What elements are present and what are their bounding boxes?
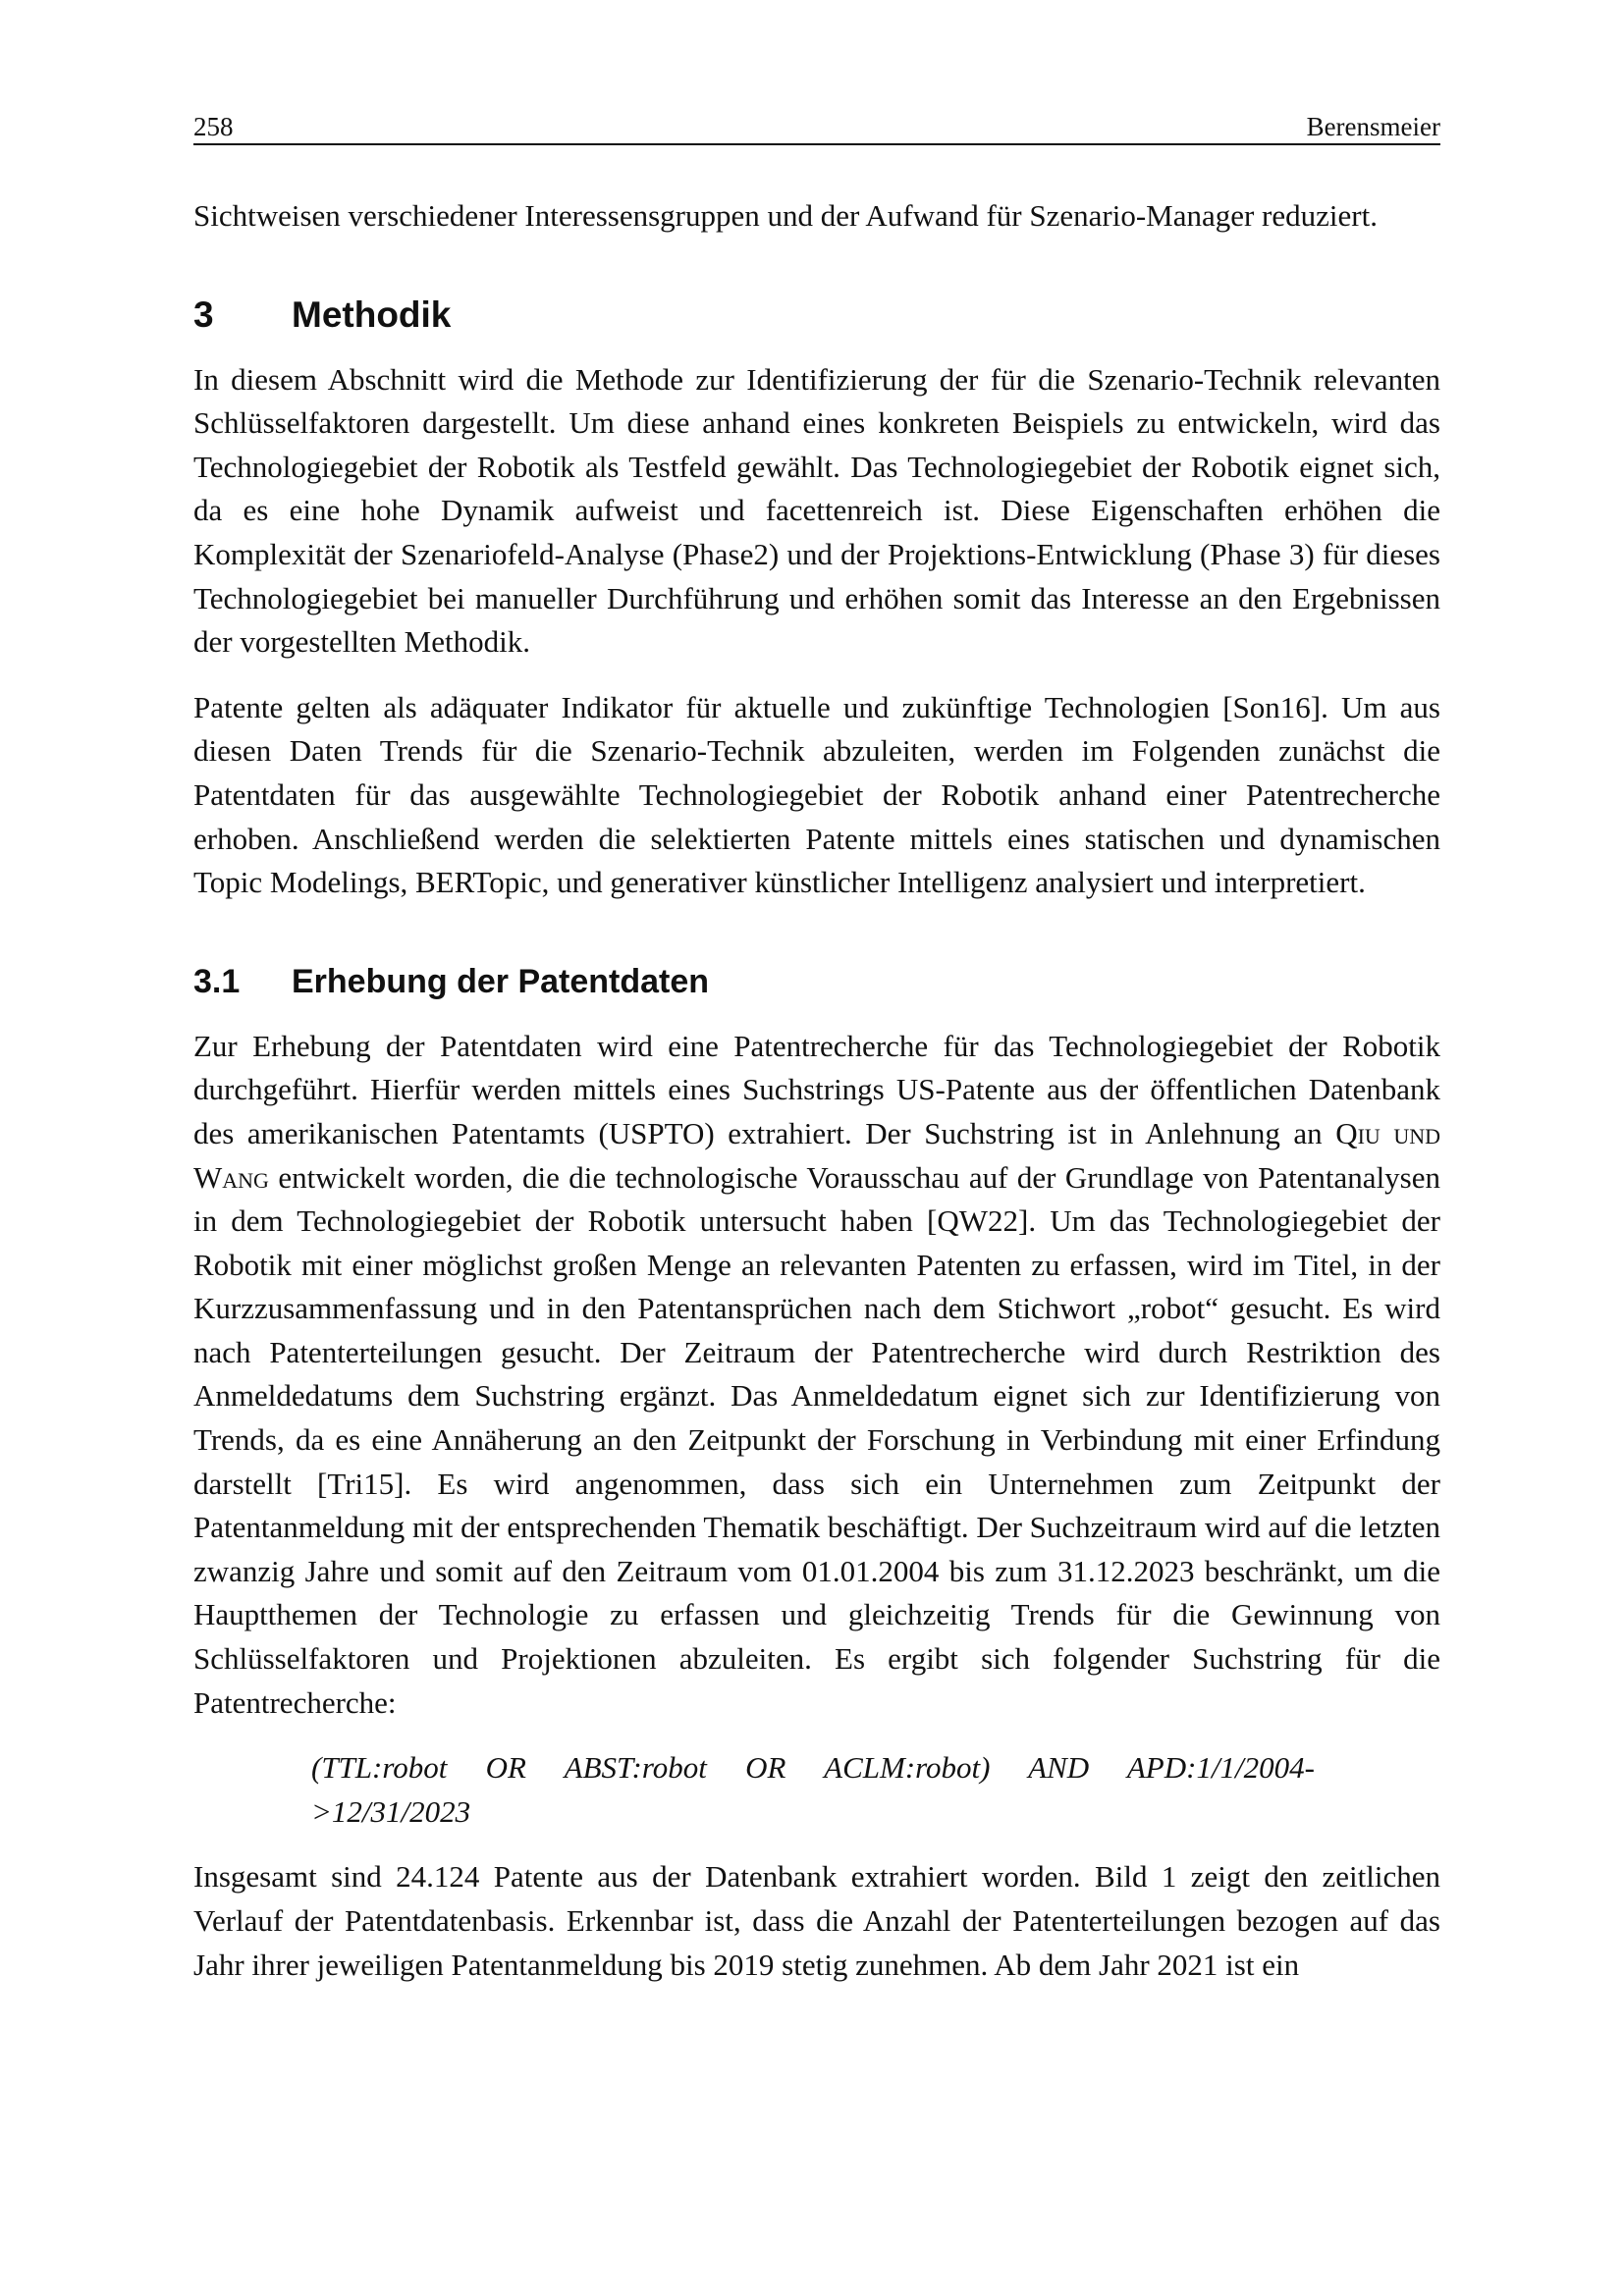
search-query-line: >12/31/2023 <box>311 1793 471 1829</box>
subsection-title: Erhebung der Patentdaten <box>292 962 710 1000</box>
cited-authors: Qiu und Wang <box>193 1115 1441 1195</box>
subsection-paragraph <box>193 1025 1440 1726</box>
subsection-number: 3.1 <box>193 962 241 1000</box>
running-header <box>193 110 1440 145</box>
paragraph-text: Zur Erhebung der Patentdaten wird eine Patentrecherche für das Technologiegebiet der Robotik durchgeführt. Hierfür werden mittels eines Suchstrings US-Patente aus der öffentlichen Datenbank des amerikanischen Patentamts (USPTO) extrahiert. Der Suchstring ist in Anlehnung an <box>193 1028 1440 1150</box>
paragraph-text: entwickelt worden, die die technologische Vorausschau auf der Grundlage von Patentanalysen in dem Technologiegebiet der Robotik untersucht haben [QW22]. Um das Technologiegebiet der Robotik mit einer möglichst großen Menge an relevanten Patenten zu erfassen, wird im Titel, in der Kurzzusammenfassung und in den Patentansprüchen nach dem Stichwort „robot“ gesucht. Es wird nach Patenterteilungen gesucht. Der Zeitraum der Patentrecherche wird durch Restriktion des Anmeldedatums dem Suchstring ergänzt. Das Anmeldedatum eignet sich zur Identifizierung von Trends, da es eine Annäherung an den Zeitpunkt der Forschung in Verbindung mit einer Erfindung darstellt [Tri15]. Es wird angenommen, dass sich ein Unternehmen zum Zeitpunkt der Patentanmeldung mit der entsprechenden Thematik beschäftigt. Der Suchzeitraum wird auf die letzten zwanzig Jahre und somit auf den Zeitraum vom 01.01.2004 bis zum 31.12.2023 beschränkt, um die Hauptthemen der Technologie zu erfassen und gleichzeitig Trends für die Gewinnung von Schlüsselfaktoren und Projektionen abzuleiten. Es ergibt sich folgender Suchstring für die Patentrecherche: <box>193 1159 1441 1720</box>
running-header-author: Berensmeier <box>1306 112 1440 141</box>
subsection-heading <box>193 960 1440 1003</box>
intro-paragraph: Sichtweisen verschiedener Interessensgruppen und der Aufwand für Szenario-Manager reduziert. <box>193 198 1378 233</box>
section-number: 3 <box>193 294 214 335</box>
section-paragraph: In diesem Abschnitt wird die Methode zur Identifizierung der für die Szenario-Technik relevanten Schlüsselfaktoren dargestellt. Um diese anhand eines konkreten Beispiels zu entwickeln, wird das Technologiegebiet der Robotik als Testfeld gewählt. Das Technologiegebiet der Robotik eignet sich, da es eine hohe Dynamik aufweist und facettenreich ist. Diese Eigenschaften erhöhen die Komplexität der Szenariofeld-Analyse (Phase2) und der Projektions-Entwicklung (Phase 3) für dieses Technologiegebiet bei manueller Durchführung und erhöhen somit das Interesse an den Ergebnissen der vorgestellten Methodik. <box>193 361 1440 660</box>
section-heading <box>193 294 1440 337</box>
search-query-block <box>311 1746 1315 1834</box>
page-content <box>193 194 1440 2008</box>
subsection-paragraph: Insgesamt sind 24.124 Patente aus der Datenbank extrahiert worden. Bild 1 zeigt den zeitlichen Verlauf der Patentdatenbasis. Erkennbar ist, dass die Anzahl der Patenterteilungen bezogen auf das Jahr ihrer jeweiligen Patentanmeldung bis 2019 stetig zunehmen. Ab dem Jahr 2021 ist ein <box>193 1859 1440 1982</box>
search-query-line: (TTL:robot OR ABST:robot OR ACLM:robot) AND APD:1/1/2004- <box>311 1750 1315 1786</box>
section-paragraph: Patente gelten als adäquater Indikator für aktuelle und zukünftige Technologien [Son16]. Um aus diesen Daten Trends für die Szenario-Technik abzuleiten, werden im Folgenden zunächst die Patentdaten für das ausgewählte Technologiegebiet der Robotik anhand einer Patentrecherche erhoben. Anschließend werden die selektierten Patente mittels eines statischen und dynamischen Topic Modelings, BERTopic, und generativer künstlicher Intelligenz analysiert und interpretiert. <box>193 689 1440 900</box>
page-number: 258 <box>193 112 234 141</box>
section-title: Methodik <box>292 294 452 335</box>
